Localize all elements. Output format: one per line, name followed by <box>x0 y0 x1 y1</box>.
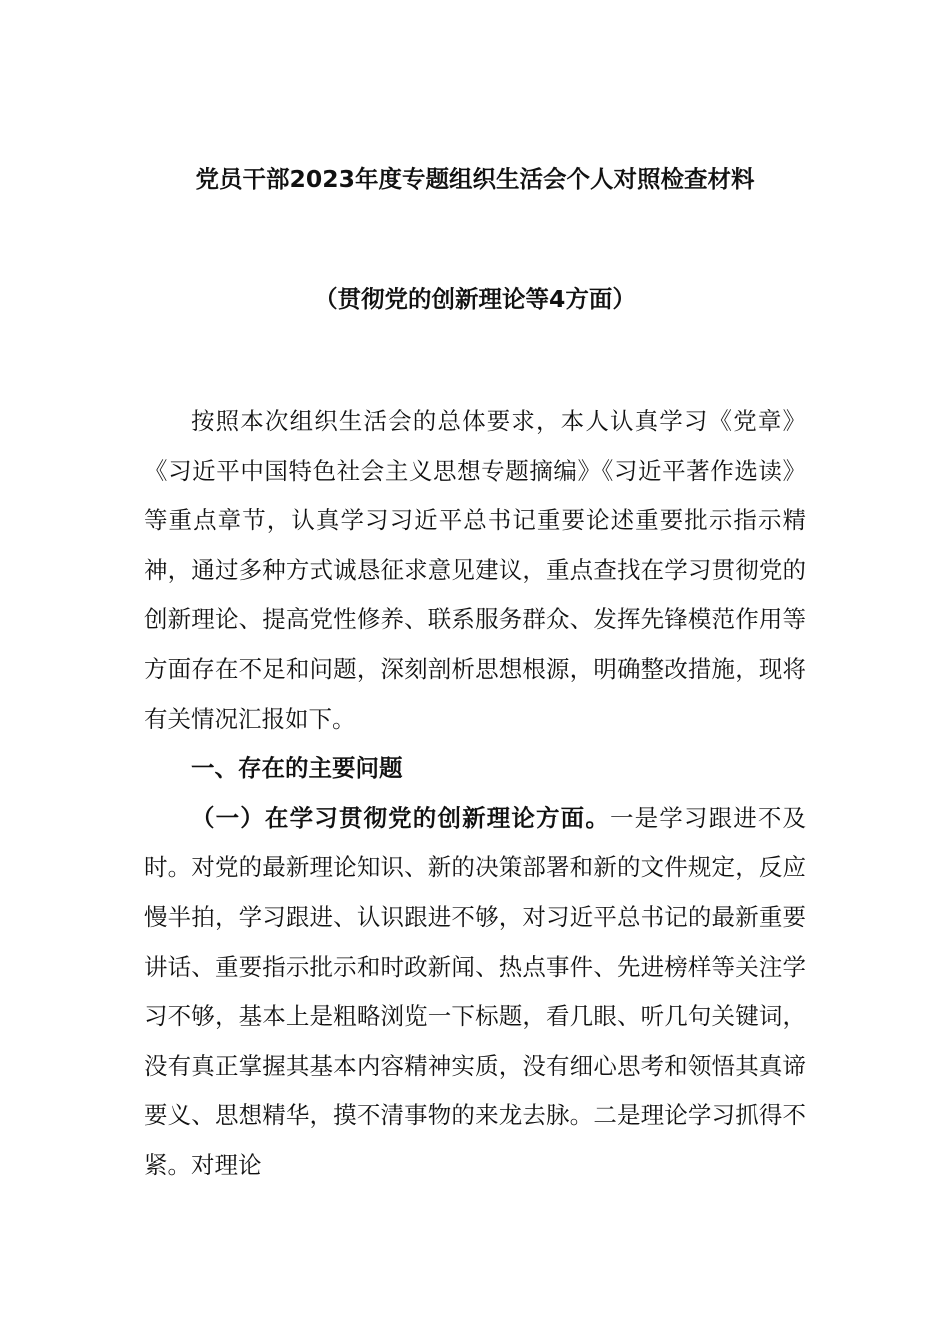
subsection-text: 一是学习跟进不及时。对党的最新理论知识、新的决策部署和新的文件规定，反应慢半拍，学习跟进、认识跟进不够，对习近平总书记的最新重要讲话、重要指示批示和时政新闻、热点事件、先进榜样等关注学习不够，基本上是粗略浏览一下标题，看几眼、听几句关键词，没有真正掌握其基本内容精神实质，没有细心思考和领悟其真谛要义、思想精华，摸不清事物的来龙去脉。二是理论学习抓得不紧。对理论 <box>144 803 807 1179</box>
intro-paragraph: 按照本次组织生活会的总体要求，本人认真学习《党章》《习近平中国特色社会主义思想专题摘编》《习近平著作选读》等重点章节，认真学习习近平总书记重要论述重要批示指示精神，通过多种方式诚恳征求意见建议，重点查找在学习贯彻党的创新理论、提高党性修养、联系服务群众、发挥先锋模范作用等方面存在不足和问题，深刻剖析思想根源，明确整改措施，现将有关情况汇报如下。 <box>144 407 806 733</box>
section-heading-problems: 一、存在的主要问题 <box>191 754 403 783</box>
document-body <box>144 397 806 1191</box>
document-title: 党员干部2023年度专题组织生活会个人对照检查材料 <box>195 165 755 193</box>
subsection-paragraph <box>144 794 806 1191</box>
document-subtitle: （贯彻党的创新理论等4方面） <box>314 285 636 313</box>
subsection-heading: （一）在学习贯彻党的创新理论方面。 <box>191 803 610 832</box>
